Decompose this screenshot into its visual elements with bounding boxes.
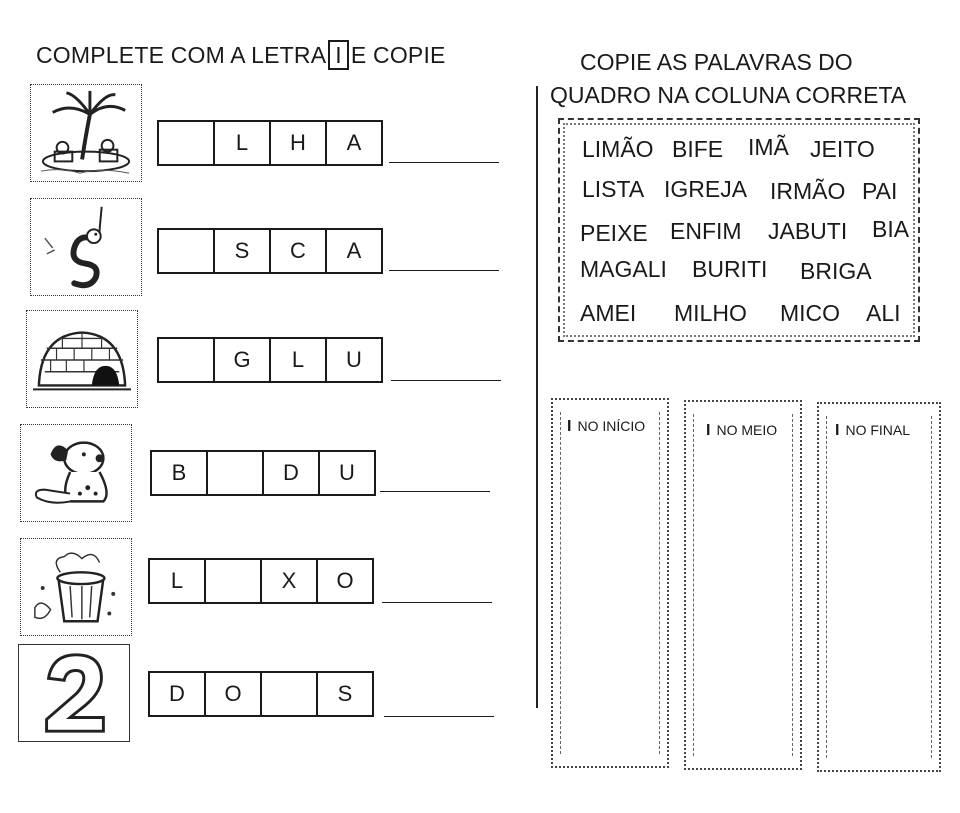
letter-cell[interactable] [204,558,262,604]
letter-cell[interactable] [260,671,318,717]
dog-picture [20,424,132,522]
letter-cell: O [316,558,374,604]
column-label-text: NO FINAL [845,422,911,438]
letter-cell: U [325,337,383,383]
word-item: LISTA [582,176,645,202]
answer-line[interactable] [391,380,501,381]
column-label-text: NO MEIO [716,422,778,438]
letter-cell: L [148,558,206,604]
letter-cell[interactable] [157,337,215,383]
letter-cell: U [318,450,376,496]
word-item: LIMÃO [582,136,654,162]
column-label [835,422,910,440]
answer-line[interactable] [389,270,499,271]
column-no-final[interactable] [817,402,941,772]
column-writing-area[interactable] [560,412,660,754]
answer-line[interactable] [380,491,490,492]
answer-line[interactable] [382,602,492,603]
letter-cell: C [269,228,327,274]
word-item: MILHO [674,300,747,326]
letter-cell: G [213,337,271,383]
answer-line[interactable] [389,162,499,163]
column-letter: I [567,418,572,435]
letter-cell[interactable] [157,228,215,274]
letter-cell: L [213,120,271,166]
column-no-inicio[interactable] [551,398,669,768]
word-item: IRMÃO [770,178,846,204]
letter-cell: S [213,228,271,274]
word-row-4 [150,450,374,496]
word-row-1 [157,120,381,166]
word-item: AMEI [580,300,637,326]
section-divider [536,86,538,708]
word-item: JABUTI [768,218,848,244]
column-writing-area[interactable] [826,416,932,758]
letter-cell: D [262,450,320,496]
igloo-picture [26,310,138,408]
letter-cell: D [148,671,206,717]
title-text-before: COMPLETE COM A LETRA [36,42,327,68]
letter-cell: S [316,671,374,717]
letter-cell: L [269,337,327,383]
word-item: MICO [780,300,841,326]
column-letter: I [835,422,840,439]
letter-cell[interactable] [157,120,215,166]
trash-can-picture [20,538,132,636]
right-exercise-title [550,46,950,112]
number-two-picture [18,644,130,742]
letter-cell: O [204,671,262,717]
word-item: ALI [866,300,901,326]
island-picture [30,84,142,182]
letter-cell: A [325,228,383,274]
title-highlight-letter: I [328,40,349,70]
word-item: BURITI [692,256,768,282]
letter-cell: B [150,450,208,496]
answer-line[interactable] [384,716,494,717]
letter-cell: X [260,558,318,604]
title-text-after: E COPIE [350,42,446,68]
word-item: MAGALI [580,256,667,282]
word-bank-box [558,118,920,342]
word-item: IMÃ [748,134,789,160]
word-item: PAI [862,178,898,204]
word-item: JEITO [810,136,875,162]
word-row-2 [157,228,381,274]
column-no-meio[interactable] [684,400,802,770]
word-item: BIFE [672,136,724,162]
word-item: BIA [872,216,910,242]
right-title-line-1: COPIE AS PALAVRAS DO [580,49,853,75]
word-item: ENFIM [670,218,742,244]
right-title-line-2: QUADRO NA COLUNA CORRETA [550,82,907,108]
column-label [567,418,645,436]
word-row-6 [148,671,372,717]
letter-cell[interactable] [206,450,264,496]
left-exercise-title [36,40,446,70]
letter-cell: A [325,120,383,166]
worm-on-hook-picture [30,198,142,296]
word-item: PEIXE [580,220,648,246]
column-writing-area[interactable] [693,414,793,756]
word-item: IGREJA [664,176,748,202]
column-letter: I [706,422,711,439]
column-label-text: NO INÍCIO [577,418,646,434]
letter-cell: H [269,120,327,166]
word-row-3 [157,337,381,383]
word-item: BRIGA [800,258,872,284]
column-label [706,422,777,440]
word-row-5 [148,558,372,604]
